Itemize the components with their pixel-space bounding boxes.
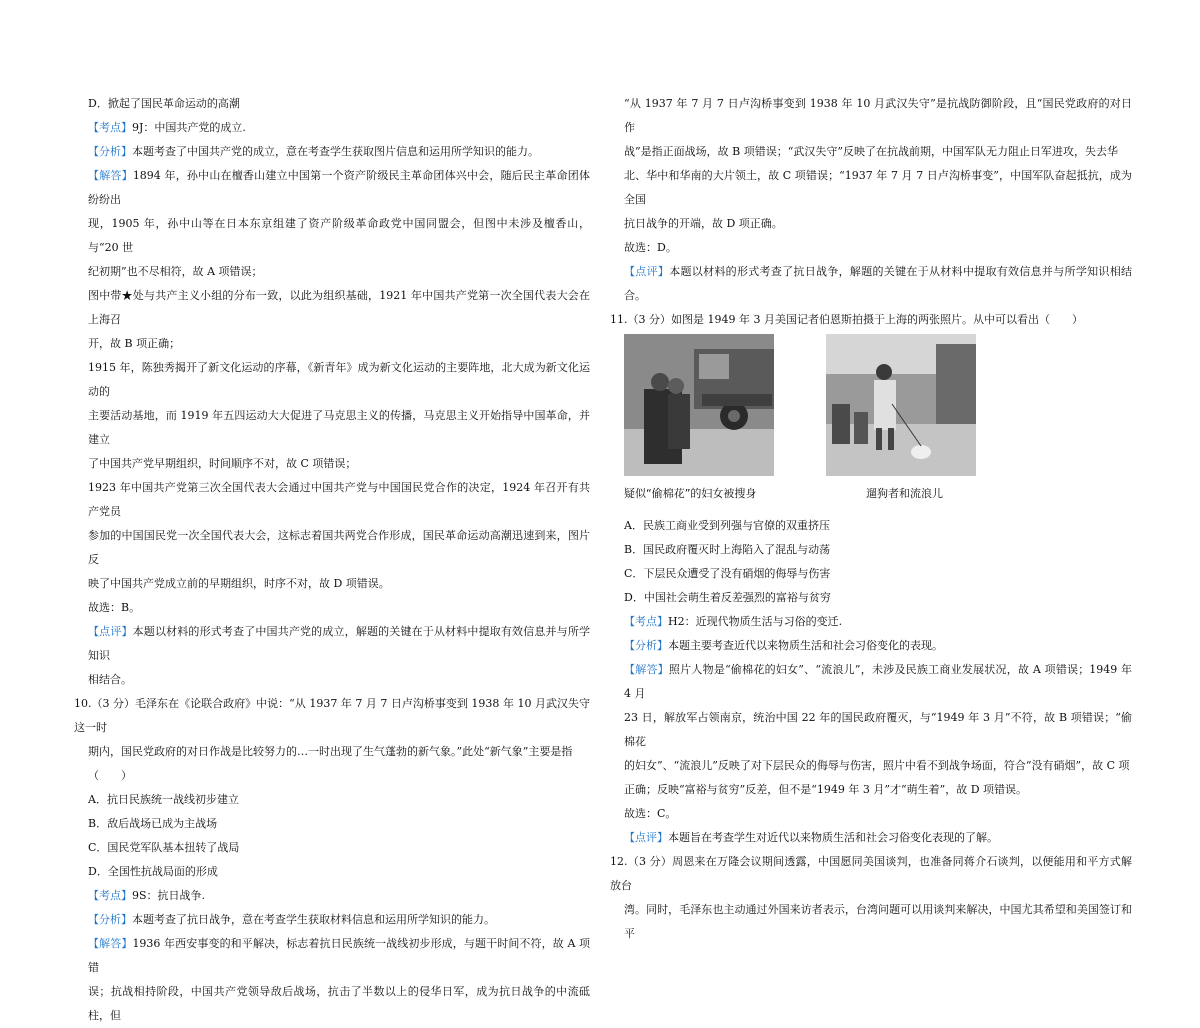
option-b: B．国民政府覆灭时上海陷入了混乱与动荡 — [624, 543, 831, 556]
right-column — [610, 92, 1133, 946]
section-tag: 【考点】 — [624, 615, 668, 628]
left-column — [74, 92, 591, 1028]
text-line: 【考点】9S：抗日战争. — [88, 889, 206, 902]
text-line: 【考点】9J：中国共产党的成立. — [88, 121, 246, 134]
text-line: 【考点】H2：近现代物质生活与习俗的变迁. — [624, 615, 843, 628]
text-line: 【解答】1936 年西安事变的和平解决，标志着抗日民族统一战线初步形成，与题干时间不符，故 A 项错 — [88, 937, 591, 974]
text-line: 开，故 B 项正确； — [88, 337, 181, 350]
text-line: 1915 年，陈独秀揭开了新文化运动的序幕，《新青年》成为新文化运动的主要阵地，北大成为新文化运动的 — [88, 361, 590, 398]
text-line: 主要活动基地，而 1919 年五四运动大大促进了马克思主义的传播，马克思主义开始指导中国革命，并建立 — [88, 409, 590, 446]
text-line: 纪初期”也不尽相符，故 A 项错误； — [88, 265, 263, 278]
question-10: 10.（3 分）毛泽东在《论联合政府》中说：“从 1937 年 7 月 7 日卢沟桥事变到 1938 年 10 月武汉失守这一时 — [74, 697, 590, 734]
photo-group — [624, 334, 1132, 512]
option-a: A．民族工商业受到列强与官僚的双重挤压 — [624, 519, 830, 532]
text-line: 故选：D。 — [624, 241, 677, 254]
text-line: 正确；反映“富裕与贫穷”反差，但不是“1949 年 3 月”才“萌生着”，故 D 项错误。 — [624, 783, 1028, 796]
section-tag: 【考点】 — [88, 889, 132, 902]
photo-dog-walker-and-children — [826, 334, 976, 476]
text-line: 图中带★处与共产主义小组的分布一致，以此为组织基础，1921 年中国共产党第一次全国代表大会在上海召 — [88, 289, 590, 326]
text-line: （ ） — [88, 769, 132, 782]
question-12: 12.（3 分）周恩来在万隆会议期间透露，中国愿同美国谈判，也准备同蒋介石谈判，以便能用和平方式解放台 — [610, 855, 1132, 892]
photo-caption: 遛狗者和流浪儿 — [866, 487, 943, 500]
text-line: 北、华中和华南的大片领土，故 C 项错误；“1937 年 7 月 7 日卢沟桥事变”，中国军队奋起抵抗，成为全国 — [624, 169, 1132, 206]
text-line: 【点评】本题以材料的形式考查了抗日战争，解题的关键在于从材料中提取有效信息并与所学知识相结合。 — [624, 265, 1133, 302]
text-line: 参加的中国国民党一次全国代表大会，这标志着国共两党合作形成，国民革命运动高潮迅速到来，图片反 — [88, 529, 590, 566]
photo-caption: 疑似“偷棉花”的妇女被搜身 — [624, 487, 757, 500]
text-line: 了中国共产党早期组织，时间顺序不对，故 C 项错误； — [88, 457, 357, 470]
text-line: 现，1905 年，孙中山等在日本东京组建了资产阶级革命政党中国同盟会，但图中未涉及檀香山，与“20 世 — [88, 217, 590, 254]
question-11: 11.（3 分）如图是 1949 年 3 月美国记者伯恩斯拍摄于上海的两张照片。从中可以看出（ ） — [610, 313, 1083, 326]
text-line: 23 日，解放军占领南京，统治中国 22 年的国民政府覆灭，与“1949 年 3 月”不符，故 B 项错误；“偷棉花 — [624, 711, 1132, 748]
text-line: 故选：C。 — [624, 807, 677, 820]
section-tag: 【解答】 — [88, 169, 133, 182]
text-line: 【解答】1894 年，孙中山在檀香山建立中国第一个资产阶级民主革命团体兴中会，随后民主革命团体纷纷出 — [88, 169, 590, 206]
photo-woman-searched — [624, 334, 774, 476]
section-tag: 【解答】 — [88, 937, 133, 950]
text-line: 【解答】照片人物是“偷棉花的妇女”、“流浪儿”，未涉及民族工商业发展状况，故 A 项错误；1949 年 4 月 — [624, 663, 1133, 700]
option-c: C．国民党军队基本扭转了战局 — [88, 841, 240, 854]
option-d: D．全国性抗战局面的形成 — [88, 865, 218, 878]
section-tag: 【分析】 — [88, 913, 132, 926]
section-tag: 【点评】 — [624, 265, 670, 278]
text-line: “从 1937 年 7 月 7 日卢沟桥事变到 1938 年 10 月武汉失守”是抗战防御阶段，且“国民党政府的对日作 — [624, 97, 1132, 134]
text-line: 【点评】本题旨在考查学生对近代以来物质生活和社会习俗变化表现的了解。 — [624, 831, 998, 844]
text-line: 的妇女”、“流浪儿”反映了对下层民众的侮辱与伤害，照片中看不到战争场面，符合“没有硝烟”，故 C 项 — [624, 759, 1130, 772]
text-line: 【分析】本题主要考查近代以来物质生活和社会习俗变化的表现。 — [624, 639, 943, 652]
option-a: A．抗日民族统一战线初步建立 — [88, 793, 239, 806]
text-line: 相结合。 — [88, 673, 132, 686]
text-line: 【点评】本题以材料的形式考查了中国共产党的成立，解题的关键在于从材料中提取有效信息并与所学知识 — [88, 625, 591, 662]
section-tag: 【分析】 — [624, 639, 668, 652]
section-tag: 【分析】 — [88, 145, 132, 158]
section-tag: 【考点】 — [88, 121, 132, 134]
option-b: B．敌后战场已成为主战场 — [88, 817, 218, 830]
section-tag: 【点评】 — [88, 625, 133, 638]
text-line: 1923 年中国共产党第三次全国代表大会通过中国共产党与中国国民党合作的决定，1924 年召开有共产党员 — [88, 481, 590, 518]
text-line: D．掀起了国民革命运动的高潮 — [88, 97, 240, 110]
text-line: 【分析】本题考查了中国共产党的成立，意在考查学生获取图片信息和运用所学知识的能力。 — [88, 145, 539, 158]
text-line: 误；抗战相持阶段，中国共产党领导敌后战场，抗击了半数以上的侵华日军，成为抗日战争的中流砥柱，但 — [88, 985, 590, 1022]
option-d: D．中国社会萌生着反差强烈的富裕与贫穷 — [624, 591, 831, 604]
text-line: 故选：B。 — [88, 601, 141, 614]
section-tag: 【点评】 — [624, 831, 668, 844]
text-line: 映了中国共产党成立前的早期组织，时序不对，故 D 项错误。 — [88, 577, 390, 590]
text-line: 战”是指正面战场，故 B 项错误；“武汉失守”反映了在抗战前期，中国军队无力阻止日军进攻，失去华 — [624, 145, 1118, 158]
option-c: C．下层民众遭受了没有硝烟的侮辱与伤害 — [624, 567, 831, 580]
text-line: 湾。同时，毛泽东也主动通过外国来访者表示，台湾问题可以用谈判来解决，中国尤其希望和美国签订和平 — [624, 903, 1132, 940]
text-line: 期内，国民党政府的对日作战是比较努力的…一时出现了生气蓬勃的新气象。”此处“新气象”主要是指 — [88, 745, 573, 758]
text-line: 【分析】本题考查了抗日战争，意在考查学生获取材料信息和运用所学知识的能力。 — [88, 913, 495, 926]
text-line: 抗日战争的开端，故 D 项正确。 — [624, 217, 783, 230]
section-tag: 【解答】 — [624, 663, 669, 676]
